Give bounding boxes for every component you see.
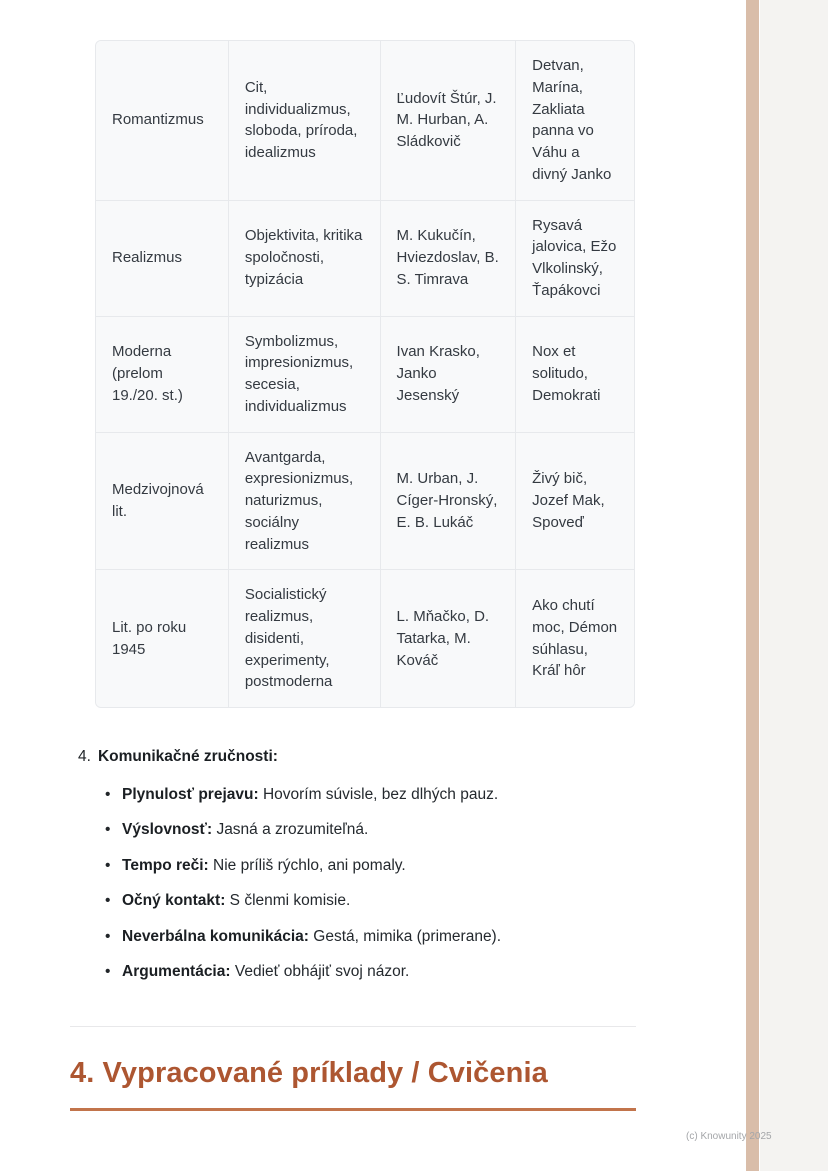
bullet-text: Jasná a zrozumiteľná.	[216, 821, 369, 839]
cell-authors: M. Kukučín, Hviezdoslav, B. S. Timrava	[380, 200, 516, 316]
bullet-list	[105, 784, 636, 984]
cell-period: Realizmus	[96, 200, 228, 316]
table-row	[96, 200, 634, 316]
cell-period: Medzivojnová lit.	[96, 432, 228, 570]
cell-features: Avantgarda, expresionizmus, naturizmus, sociálny realizmus	[228, 432, 380, 570]
cell-authors: Ivan Krasko, Janko Jesenský	[380, 316, 516, 432]
literature-periods-table	[96, 41, 634, 707]
bullet-item	[105, 784, 636, 806]
table-row	[96, 316, 634, 432]
bullet-item	[105, 890, 636, 912]
watermark: (c) Knowunity 2025	[686, 1131, 772, 1142]
cell-period: Moderna (prelom 19./20. st.)	[96, 316, 228, 432]
bullet-label: Očný kontakt:	[122, 892, 226, 910]
numbered-section-heading	[70, 748, 636, 766]
cell-features: Symbolizmus, impresionizmus, secesia, individualizmus	[228, 316, 380, 432]
cell-works: Nox et solitudo, Demokrati	[516, 316, 634, 432]
cell-features: Socialistický realizmus, disidenti, experimenty, postmoderna	[228, 570, 380, 707]
literature-table-wrapper	[95, 40, 635, 708]
bullet-text: S členmi komisie.	[229, 892, 351, 910]
bullet-label: Argumentácia:	[122, 963, 231, 981]
cell-authors: L. Mňačko, D. Tatarka, M. Kováč	[380, 570, 516, 707]
cell-authors: Ľudovít Štúr, J. M. Hurban, A. Sládkovič	[380, 41, 516, 200]
section-number: 4.	[78, 748, 91, 765]
section-divider	[70, 1026, 636, 1027]
document-content	[70, 40, 636, 1111]
cell-authors: M. Urban, J. Cíger-Hronský, E. B. Lukáč	[380, 432, 516, 570]
bullet-label: Tempo reči:	[122, 856, 209, 874]
table-row	[96, 432, 634, 570]
bullet-label: Výslovnosť:	[122, 821, 213, 839]
table-row	[96, 41, 634, 200]
page-right-margin	[760, 0, 828, 1171]
cell-period: Romantizmus	[96, 41, 228, 200]
bullet-text: Gestá, mimika (primerane).	[313, 927, 502, 945]
bullet-text: Nie príliš rýchlo, ani pomaly.	[213, 856, 406, 874]
bullet-item	[105, 819, 636, 841]
page-heading: 4. Vypracované príklady / Cvičenia	[70, 1056, 548, 1089]
bullet-label: Neverbálna komunikácia:	[122, 927, 309, 945]
cell-period: Lit. po roku 1945	[96, 570, 228, 707]
cell-features: Objektivita, kritika spoločnosti, typizácia	[228, 200, 380, 316]
page-edge-stripe	[746, 0, 759, 1171]
cell-works: Detvan, Marína, Zakliata panna vo Váhu a divný Janko	[516, 41, 634, 200]
bullet-item	[105, 926, 636, 948]
heading-underline	[70, 1108, 636, 1111]
bullet-text: Hovorím súvisle, bez dlhých pauz.	[262, 786, 499, 803]
section-title: Komunikačné zručnosti:	[97, 748, 278, 765]
cell-works: Rysavá jalovica, Ežo Vlkolinský, Ťapákovci	[516, 200, 634, 316]
bullet-item	[105, 855, 636, 877]
bullet-text: Vedieť obhájiť svoj názor.	[234, 963, 410, 981]
bullet-label: Plynulosť prejavu:	[122, 786, 259, 803]
bullet-item	[105, 961, 636, 983]
cell-works: Ako chutí moc, Démon súhlasu, Kráľ hôr	[516, 570, 634, 707]
table-row	[96, 570, 634, 707]
cell-features: Cit, individualizmus, sloboda, príroda, idealizmus	[228, 41, 380, 200]
cell-works: Živý bič, Jozef Mak, Spoveď	[516, 432, 634, 570]
